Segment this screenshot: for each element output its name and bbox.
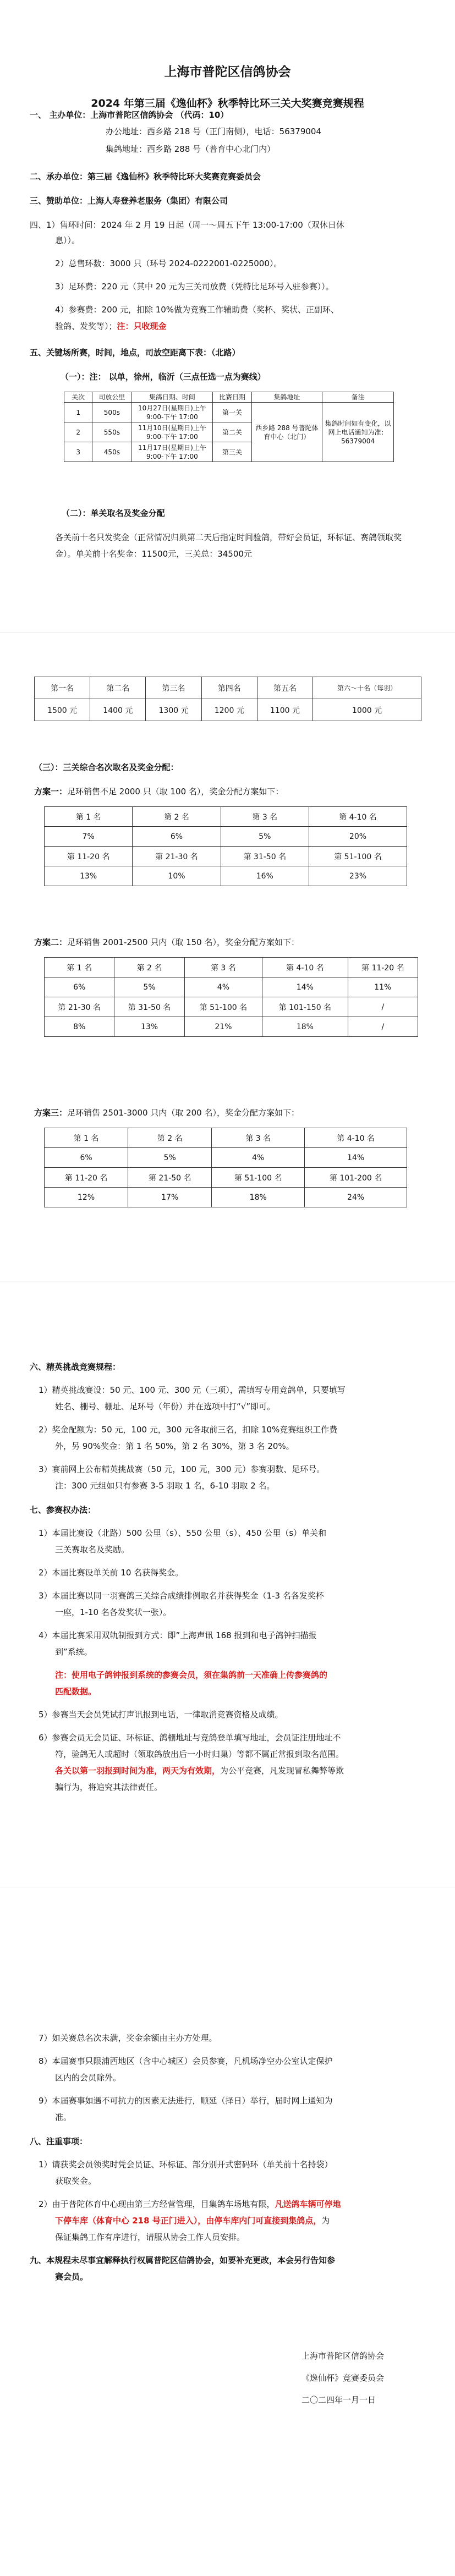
entry-fee-cont xyxy=(55,319,167,333)
parking-red: 凡送鸽车辆可停地 xyxy=(275,2199,341,2209)
rule-item: 准。 xyxy=(55,2112,72,2122)
plan-cell: 6% xyxy=(45,977,114,997)
rule-item: 区内的会员除外。 xyxy=(55,2073,122,2083)
th-note: 备注 xyxy=(322,392,394,403)
prize-value: 1000 元 xyxy=(313,699,421,721)
prize-value: 1500 元 xyxy=(35,699,90,721)
plan-cell: 第 4-10 名 xyxy=(309,807,407,827)
plan3-desc xyxy=(34,1106,299,1120)
th-address: 集鸽地址 xyxy=(251,392,322,403)
rule-item: 8）本届赛事只限浦西地区（含中心城区）会员参赛，凡机场净空办公室认定保护 xyxy=(39,2056,333,2066)
parking-red-cont: 下停车库（体育中心 218 号正门进入），由停车库内门可直接到集鸽点， xyxy=(55,2216,322,2226)
elite-item: 姓名、棚号、棚址、足环号（年份）并在选项中打“√”即可。 xyxy=(55,1402,276,1411)
rule-item xyxy=(55,1764,344,1778)
footer-org: 上海市普陀区信鸽协会 xyxy=(301,2351,385,2361)
ring-sale-time: 四、1）售环时间：2024 年 2 月 19 日起（周一～周五下午 13:00-17:00（双休日休 xyxy=(30,220,344,230)
plan-cell: 第 4-10 名 xyxy=(305,1128,407,1148)
organizer-line: 一、 主办单位：上海市普陀区信鸽协会 （代码：10） xyxy=(30,110,229,120)
note-item xyxy=(55,2214,330,2228)
th-stage: 关次 xyxy=(64,392,92,403)
office-address: 办公地址：西乡路 218 号（正门南侧），电话：56379004 xyxy=(106,127,322,136)
ekey-note-cont: 匹配数据。 xyxy=(55,1687,97,1696)
rule-item: 2）本届比赛设单关前 10 名获得奖金。 xyxy=(39,1568,184,1578)
rule-item: 一座，1-10 名各发奖状一张）。 xyxy=(55,1607,172,1617)
plan-cell: 24% xyxy=(305,1188,407,1207)
plan-cell: 10% xyxy=(133,866,221,886)
prize-head: 第一名 xyxy=(35,677,90,699)
prize-head: 第五名 xyxy=(257,677,313,699)
plan1-text: 足环销售不足 2000 只（取 100 名），奖金分配方案如下： xyxy=(67,787,284,797)
ekey-note: 注：使用电子鸽钟报到系统的参赛会员，须在集鸽前一天准确上传参赛鸽的 xyxy=(55,1670,328,1680)
rule-item: 7）如关赛总名次未满，奖金余额由主办方处理。 xyxy=(39,2033,217,2043)
rule-item: 6）参赛会员无会员证、环标证、鸽棚地址与竞鸽登单填写地址，会员证注册地址不 xyxy=(39,1733,341,1743)
footer-committee: 《逸仙杯》竞赛委员会 xyxy=(301,2373,385,2383)
entry-fee-items: 验鸽、发奖等）； xyxy=(55,321,117,331)
plan2-text: 足环销售 2001-2500 只内（取 150 名），奖金分配方案如下： xyxy=(67,937,299,947)
plan-cell: 8% xyxy=(45,1017,114,1037)
single-stage-title: （二）：单关取名及奖金分配 xyxy=(62,508,165,518)
final-clause: 九、本规程未尽事宜解释执行权属普陀区信鸽协会，如要补充更改，本会另行告知参 xyxy=(30,2255,336,2265)
plan-cell: 第 21-50 名 xyxy=(128,1168,212,1188)
collect-time-cell: 11月17日(星期日)上午 9:00-下午 17:00 xyxy=(131,442,213,462)
rule-item: 三关赛取名及奖励。 xyxy=(55,1545,130,1555)
plan-cell: / xyxy=(348,997,418,1017)
plan-cell: 13% xyxy=(45,866,133,886)
note-item: 获取奖金。 xyxy=(55,2176,97,2186)
race-line-note: （一）：注： 以单，徐州，临沂（三点任选一点为赛线） xyxy=(61,372,266,382)
schedule-table xyxy=(64,392,394,462)
prize-table xyxy=(34,677,421,721)
plan-cell: 第 21-30 名 xyxy=(133,847,221,866)
plan-cell: 第 51-100 名 xyxy=(309,847,407,866)
prize-head: 第六～十名（每羽） xyxy=(313,677,421,699)
plan-cell: 第 2 名 xyxy=(128,1128,212,1148)
fairness-note: 为公平竞赛，凡发现冒私舞弊等欺 xyxy=(220,1766,344,1776)
race-date-cell: 第一关 xyxy=(213,403,251,422)
th-race-date: 比赛日期 xyxy=(213,392,251,403)
stage-cell: 2 xyxy=(64,422,92,442)
single-stage-body: 各关前十名只发奖金（正常情况归巢第二天后指定时间验鸽，带好会员证，环标证、赛鸽领取奖金）。单关前十名奖金：11500元，三关总：34500元 xyxy=(55,532,402,559)
rule-item: 符，验鸽无人或超时（领取鸽放出后一小时归巢）等都不属正常报到取名范围。 xyxy=(55,1749,344,1759)
prize-head: 第四名 xyxy=(201,677,257,699)
plan-cell: 第 4-10 名 xyxy=(262,958,348,977)
elite-item: 2）奖金配额为：50 元，100 元，300 元各取前三名，扣除 10%竞赛组织工作费 xyxy=(39,1425,338,1435)
rule-item: 4）本届比赛采用双轨制报到方式：即”上海声讯 168 报到和电子鸽钟扫描报 xyxy=(39,1630,317,1640)
note-item xyxy=(39,2197,341,2211)
note-cell: 集鸽时间如有变化，以网上电话通知为准：56379004 xyxy=(322,403,394,462)
plan2-desc xyxy=(34,935,299,949)
entry-fee: 4）参赛费：200 元，扣除 10%做为竞赛工作辅助费（奖杯、奖状、正副环、 xyxy=(55,305,339,315)
plan3-label: 方案三： xyxy=(34,1108,68,1118)
footer-date: 二〇二四年一月一日 xyxy=(301,2395,376,2405)
host-line: 二、承办单位：第三届《逸仙杯》秋季特比环大奖赛竞赛委员会 xyxy=(30,172,261,182)
plan-cell: 4% xyxy=(184,977,262,997)
th-distance: 司放公里 xyxy=(92,392,131,403)
plan1-desc xyxy=(34,784,283,799)
plan-cell: 5% xyxy=(128,1148,212,1168)
race-date-cell: 第三关 xyxy=(213,442,251,462)
valid-period-note: 各关以第一羽报到时间为准，两天为有效期， xyxy=(55,1766,221,1776)
race-date-cell: 第二关 xyxy=(213,422,251,442)
plan-cell: 第 51-100 名 xyxy=(212,1168,305,1188)
th-collect-time: 集鸽日期、时间 xyxy=(131,392,213,403)
notes-title: 八、注重事项： xyxy=(30,2136,88,2146)
rule-item: 骗行为，将追究其法律责任。 xyxy=(55,1782,163,1792)
plan-cell: 第 3 名 xyxy=(221,807,309,827)
plan-cell: 18% xyxy=(262,1017,348,1037)
page-subtitle: 2024 年第三届《逸仙杯》秋季特比环三关大奖赛竞赛规程 xyxy=(91,97,364,109)
plan-cell: 11% xyxy=(348,977,418,997)
prize-head: 第三名 xyxy=(146,677,201,699)
plan-cell: / xyxy=(348,1017,418,1037)
collection-address: 集鸽地址：西乡路 288 号（普育中心北门内） xyxy=(106,144,276,154)
plan-cell: 18% xyxy=(212,1188,305,1207)
combined-title: （三）：三关综合名次取名及奖金分配： xyxy=(34,762,179,772)
distance-cell: 550s xyxy=(92,422,131,442)
plan-cell: 第 11-20 名 xyxy=(45,847,133,866)
plan-cell: 14% xyxy=(305,1148,407,1168)
plan-cell: 12% xyxy=(45,1188,128,1207)
plan-cell: 第 1 名 xyxy=(45,1128,128,1148)
rule-item: 5）参赛当天会员凭试打声讯报到电话，一律取消竞赛资格及成绩。 xyxy=(39,1710,283,1720)
ring-sale-time-cont: 息））。 xyxy=(55,235,80,245)
plan-cell: 第 31-50 名 xyxy=(114,997,184,1017)
plan2-label: 方案二： xyxy=(34,937,68,947)
plan3-table xyxy=(44,1128,407,1207)
plan-cell: 第 11-20 名 xyxy=(348,958,418,977)
plan-cell: 14% xyxy=(262,977,348,997)
address-cell: 西乡路 288 号普陀体育中心（北门） xyxy=(251,403,322,462)
rule-item: 3）本届比赛以同一羽赛鸽三关综合成绩排例取名并获得奖金（1-3 名各发奖杯 xyxy=(39,1591,324,1601)
distance-cell: 450s xyxy=(92,442,131,462)
note-item: 保证集鸽工作有序进行，请服从协会工作人员安排。 xyxy=(55,2232,245,2242)
eligibility-title: 七、参赛权办法： xyxy=(30,1505,96,1515)
rule-item: 1）本届比赛设（北路）500 公里（s）、550 公里（s）、450 公里（s）单关和 xyxy=(39,1528,327,1538)
plan-cell: 16% xyxy=(221,866,309,886)
plan-cell: 第 101-150 名 xyxy=(262,997,348,1017)
parking-text-cont: 为 xyxy=(321,2216,330,2226)
ring-fee: 3）足环费：220 元（其中 20 元为三关司放费（凭特比足环号入驻参赛））。 xyxy=(55,282,334,292)
parking-text: 2）由于普陀体育中心现由第三方经营管理，目集鸽车场地有限， xyxy=(39,2199,275,2209)
prize-head: 第二名 xyxy=(90,677,146,699)
elite-item: 3）赛前网上公布精英挑战赛（50 元，100 元，300 元）参赛羽数、足环号。 xyxy=(39,1464,325,1474)
plan-cell: 5% xyxy=(114,977,184,997)
distance-cell: 500s xyxy=(92,403,131,422)
stage-cell: 1 xyxy=(64,403,92,422)
ring-total: 2）总售环数：3000 只（环号 2024-0222001-0225000）。 xyxy=(55,259,282,268)
prize-value: 1400 元 xyxy=(90,699,146,721)
plan-cell: 6% xyxy=(133,827,221,847)
stage-cell: 3 xyxy=(64,442,92,462)
prize-value: 1300 元 xyxy=(146,699,201,721)
plan-cell: 5% xyxy=(221,827,309,847)
page-title: 上海市普陀区信鸽协会 xyxy=(164,65,291,79)
plan-cell: 13% xyxy=(114,1017,184,1037)
plan1-table xyxy=(44,806,407,886)
collect-time-cell: 11月10日(星期日)上午 9:00-下午 17:00 xyxy=(131,422,213,442)
prize-value: 1200 元 xyxy=(201,699,257,721)
plan-cell: 第 3 名 xyxy=(212,1128,305,1148)
plan-cell: 第 21-30 名 xyxy=(45,997,114,1017)
plan-cell: 第 51-100 名 xyxy=(184,997,262,1017)
plan-cell: 第 2 名 xyxy=(133,807,221,827)
plan-cell: 6% xyxy=(45,1148,128,1168)
plan-cell: 第 31-50 名 xyxy=(221,847,309,866)
plan-cell: 20% xyxy=(309,827,407,847)
plan-cell: 7% xyxy=(45,827,133,847)
elite-item: 外，另 90%奖金：第 1 名 50%，第 2 名 30%，第 3 名 20%。 xyxy=(55,1441,294,1451)
plan-cell: 第 11-20 名 xyxy=(45,1168,128,1188)
plan-cell: 第 1 名 xyxy=(45,807,133,827)
plan-cell: 17% xyxy=(128,1188,212,1207)
plan3-text: 足环销售 2501-3000 只内（取 200 名），奖金分配方案如下： xyxy=(67,1108,299,1118)
plan-cell: 23% xyxy=(309,866,407,886)
plan-cell: 第 2 名 xyxy=(114,958,184,977)
note-item: 1）请获奖会员领奖时凭会员证、环标证、部分别开式密码环（单关前十名持袋） xyxy=(39,2160,333,2169)
rule-item: 9）本届赛事如遇不可抗力的因素无法进行，顺延（择日）举行，届时网上通知为 xyxy=(39,2096,333,2106)
plan-cell: 4% xyxy=(212,1148,305,1168)
elite-item: 注：300 元组如只有参赛 3-5 羽取 1 名，6-10 羽取 2 名。 xyxy=(55,1481,275,1491)
elite-title: 六、精英挑战竞赛规程： xyxy=(30,1362,121,1372)
final-clause-cont: 赛会员。 xyxy=(55,2272,89,2282)
plan-cell: 第 101-200 名 xyxy=(305,1168,407,1188)
plan-cell: 21% xyxy=(184,1017,262,1037)
collect-time-cell: 10月27日(星期日)上午 9:00-下午 17:00 xyxy=(131,403,213,422)
sponsor-line: 三、赞助单位：上海人寿登养老服务（集团）有限公司 xyxy=(30,196,228,206)
plan-cell: 第 3 名 xyxy=(184,958,262,977)
rule-item: 到”系统。 xyxy=(55,1647,92,1657)
plan1-label: 方案一： xyxy=(34,787,68,797)
plan2-table xyxy=(44,957,418,1037)
header xyxy=(0,62,455,110)
prize-value: 1100 元 xyxy=(257,699,313,721)
elite-item: 1）精英挑战赛设：50 元、100 元、300 元（三项），需填写专用竞鸽单，只要填写 xyxy=(39,1385,346,1395)
race-schedule-title: 五、关键场所赛，时间，地点，司放空距离下表：（北路） xyxy=(30,348,240,358)
plan-cell: 第 1 名 xyxy=(45,958,114,977)
cash-only-note: 注：只收现金 xyxy=(117,321,167,331)
